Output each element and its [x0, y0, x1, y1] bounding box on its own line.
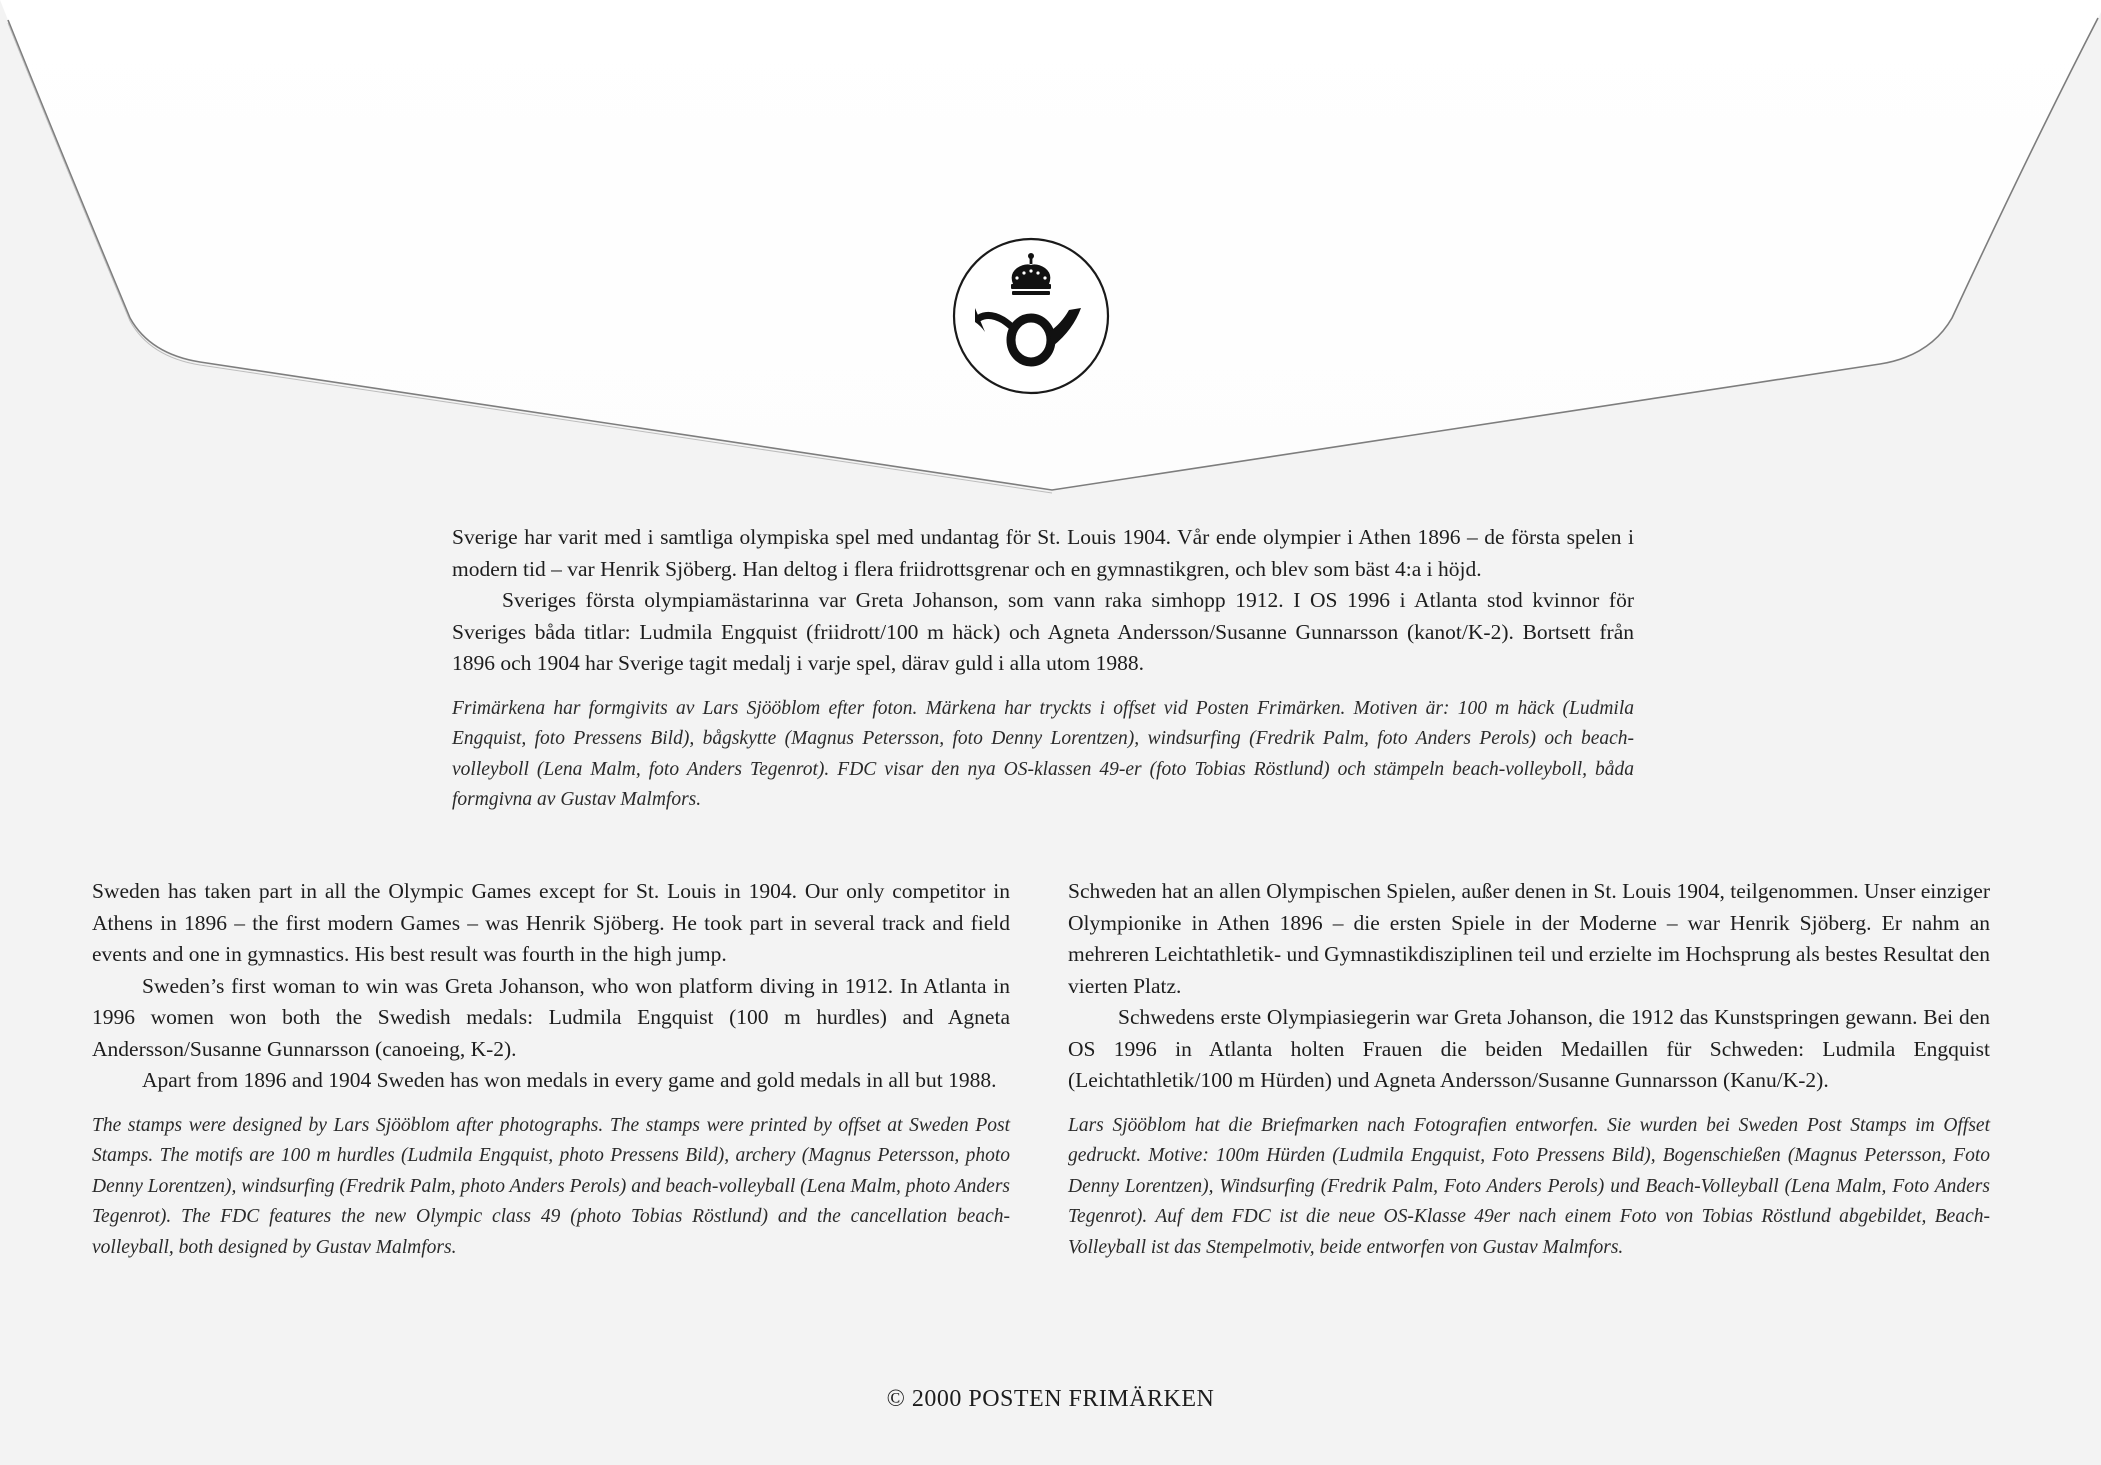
- german-stamp-credit: Lars Sjööblom hat die Briefmarken nach Fotografien entworfen. Sie wurden bei Sweden Post Stamps im Offset gedruckt. Motive: 100m Hürden (Ludmila Engquist, Foto Pressens Bild), Bogenschießen (Magnus Petersson, Foto Denny Lorentzen), Windsurfing (Fredrik Palm, Foto Anders Perols) und Beach-Volleyball (Lena Malm, Foto Anders Tegenrot). Auf dem FDC ist die neue OS-Klasse 49er nach einem Foto von Tobias Röstlund abgebildet, Beach-Volleyball ist das Stempelmotiv, beide entworfen von Gustav Malmfors.: [1068, 1114, 1990, 1258]
- german-paragraph: Schweden hat an allen Olympischen Spielen, außer denen in St. Louis 1904, teilgenommen. Unser einziger Olympionike in Athen 1896 – die ersten Spiele in der Moderne – war Henrik Sjöberg. Er nahm an mehreren Leichtathletik- und Gymnastikdisziplinen teil und erzielte im Hochsprung als bestes Resultat den vierten Platz.: [1068, 879, 1990, 998]
- english-text-block: [92, 876, 1010, 1263]
- english-paragraph: Apart from 1896 and 1904 Sweden has won medals in every game and gold medals in all but 1988.: [142, 1068, 997, 1092]
- swedish-paragraph: Sveriges första olympiamästarinna var Greta Johanson, som vann raka simhopp 1912. I OS 1996 i Atlanta stod kvinnor för Sveriges båda titlar: Ludmila Engquist (friidrott/100 m häck) och Agneta Andersson/Susanne Gunnarsson (kanot/K-2). Bortsett från 1896 och 1904 har Sverige tagit medalj i varje spel, därav guld i alla utom 1988.: [452, 588, 1634, 675]
- posthorn-crown-icon: [951, 236, 1111, 396]
- german-paragraph: Schwedens erste Olympiasiegerin war Greta Johanson, die 1912 das Kunstspringen gewann. Bei den OS 1996 in Atlanta holten Frauen die beiden Medaillen für Schweden: Ludmila Engquist (Leichtathletik/100 m Hürden) und Agneta Andersson/Susanne Gunnarsson (Kanu/K-2).: [1068, 1005, 1990, 1092]
- swedish-text-block: [452, 522, 1634, 816]
- copyright-line: © 2000 POSTEN FRIMÄRKEN: [886, 1386, 1215, 1412]
- german-text-block: [1068, 876, 1990, 1263]
- english-paragraph: Sweden has taken part in all the Olympic Games except for St. Louis in 1904. Our only competitor in Athens in 1896 – the first modern Games – was Henrik Sjöberg. He took part in several track and field events and one in gymnastics. His best result was fourth in the high jump.: [92, 879, 1010, 966]
- english-paragraph: Sweden’s first woman to win was Greta Johanson, who won platform diving in 1912. In Atlanta in 1996 women won both the Swedish medals: Ludmila Engquist (100 m hurdles) and Agneta Andersson/Susanne Gunnarsson (canoeing, K-2).: [92, 973, 1010, 1061]
- english-stamp-credit: The stamps were designed by Lars Sjööblom after photographs. The stamps were printed by offset at Sweden Post Stamps. The motifs are 100 m hurdles (Ludmila Engquist, photo Pressens Bild), archery (Magnus Petersson, photo Denny Lorentzen), windsurfing (Fredrik Palm, photo Anders Perols) and beach-volleyball (Lena Malm, photo Anders Tegenrot). The FDC features the new Olympic class 49 (photo Tobias Röstlund) and the cancellation beach-volleyball, both designed by Gustav Malmfors.: [92, 1114, 1010, 1258]
- swedish-paragraph: Sverige har varit med i samtliga olympiska spel med undantag för St. Louis 1904. Vår ende olympier i Athen 1896 – de första spelen i modern tid – var Henrik Sjöberg. Han deltog i flera friidrottsgrenar och en gymnastikgren, och blev som bäst 4:a i höjd.: [452, 525, 1634, 581]
- swedish-stamp-credit: Frimärkena har formgivits av Lars Sjööblom efter foton. Märkena har tryckts i offset vid Posten Frimärken. Motiven är: 100 m häck (Ludmila Engquist, foto Pressens Bild), bågskytte (Magnus Petersson, foto Denny Lorentzen), windsurfing (Fredrik Palm, foto Anders Perols) och beach-volleyboll (Lena Malm, foto Anders Tegenrot). FDC visar den nya OS-klassen 49-er (foto Tobias Röstlund) och stämpeln beach-volleyboll, båda formgivna av Gustav Malmfors.: [452, 697, 1634, 810]
